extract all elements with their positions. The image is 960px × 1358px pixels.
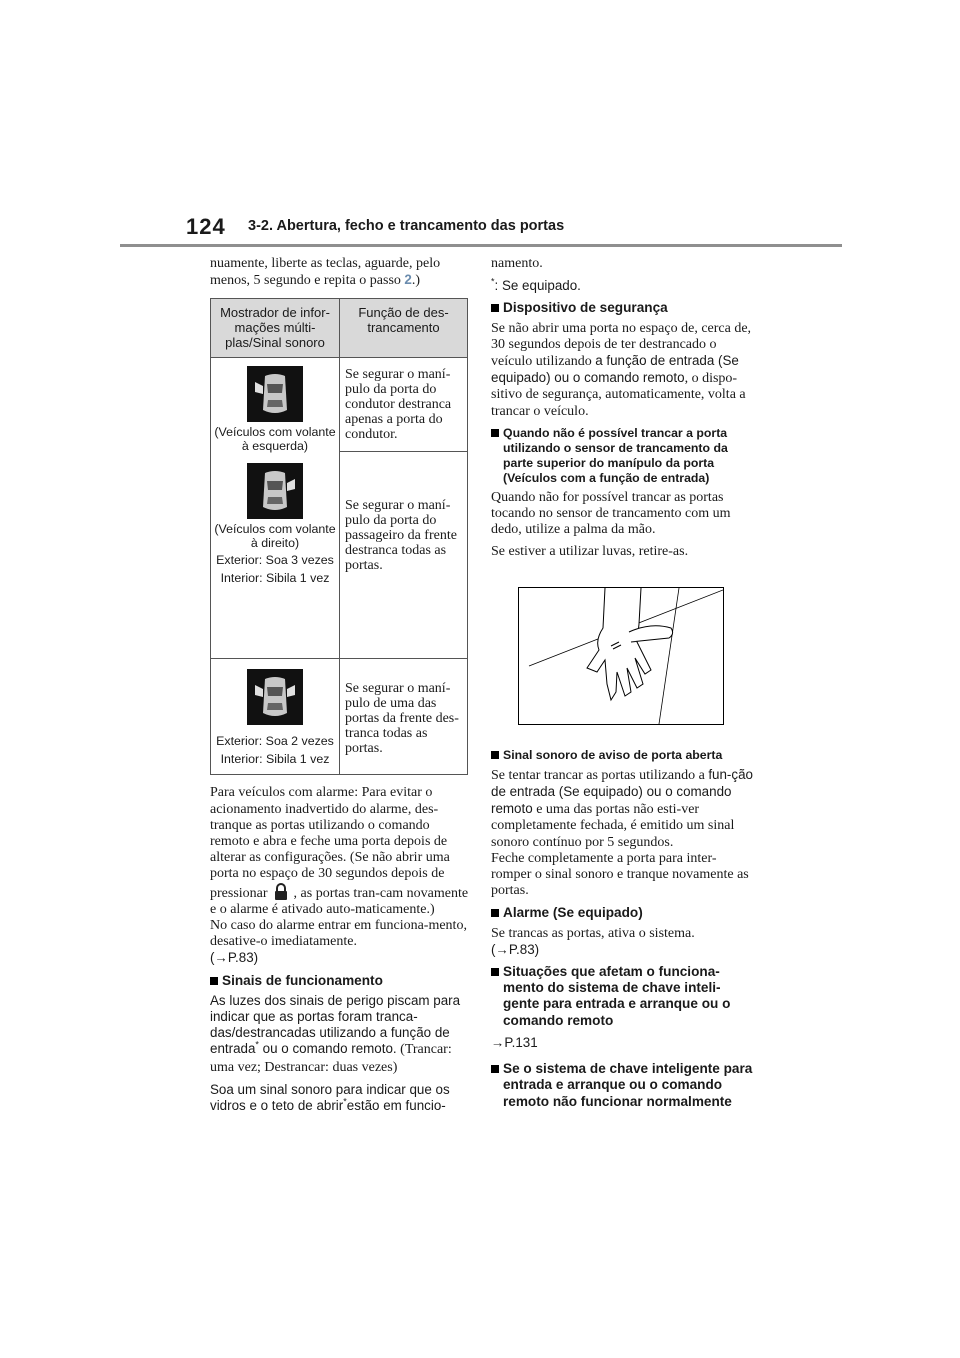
- table-cell-desc-1: Se segurar o maní-pulo da porta do condutor destranca apenas a porta do condutor.: [340, 358, 468, 452]
- table-cell-desc-3: Se segurar o maní-pulo de uma das portas da frente des-tranca todas as portas.: [340, 659, 468, 775]
- sound-paragraph: [210, 1082, 472, 1114]
- gloves-paragraph: Se estiver a utilizar luvas, retire-as.: [491, 544, 689, 560]
- table-header-display: Mostrador de infor-mações múlti-plas/Sinal sonoro: [211, 299, 340, 358]
- footnote-mark: *: [491, 276, 495, 287]
- door-warning-paragraph-2: Feche completamente a porta para inter-romper o sinal sonoro e tranque novamente as portas.: [491, 850, 749, 899]
- alarm-ref: (→P.83): [210, 950, 259, 966]
- alarm-paragraph: [210, 785, 472, 918]
- asterisk: *: [255, 1039, 259, 1050]
- footnote: [491, 278, 753, 294]
- signals-text-3: (Trancar: uma vez; Destrancar: duas vezes): [210, 1042, 452, 1075]
- intro-text: nuamente, liberte as teclas, aguarde, pelo menos, 5 segundo e repita o passo: [210, 256, 441, 289]
- signals-text-1: As luzes dos sinais de perigo piscam para indicar que as portas foram tranca-das/destrancadas utilizando a função de entrada: [210, 992, 461, 1057]
- car-doors-front-icon: [247, 669, 303, 725]
- footnote-text: : Se equipado.: [494, 278, 581, 294]
- security-text-sans: a função de entrada (Se equipado) ou o comando remoto: [491, 353, 739, 386]
- lock-sensor-heading-text: Quando não é possível trancar a porta utilizando o sensor de trancamento da parte superior do manípulo da porta (Veículos com a função de entrada): [503, 425, 728, 485]
- heading-bullet-icon: [491, 909, 499, 917]
- heading-bullet-icon: [491, 751, 499, 759]
- smart-key-malfunction-heading-text: Se o sistema de chave inteligente para entrada e arranque ou o comando remoto não funcionar normalmente: [503, 1061, 753, 1109]
- interior-sound-1: Interior: Sibila 1 vez: [220, 570, 330, 585]
- asterisk: *: [343, 1096, 347, 1107]
- exterior-sound-2: Exterior: Soa 2 vezes: [216, 734, 334, 749]
- door-warning-text-sans: fun-ção de entrada (Se equipado) ou o comando remoto: [491, 766, 753, 817]
- alarm-system-paragraph: Se trancas as portas, ativa o sistema.: [491, 925, 695, 941]
- door-warning-text-b: e uma das portas não esti-ver completamente fechada, é emitido um sinal sonoro contínuo por 5 segundos.: [491, 802, 735, 850]
- security-heading-text: Dispositivo de segurança: [503, 300, 668, 316]
- intro-paragraph: [210, 256, 472, 289]
- alarm-heading-text: Alarme (Se equipado): [503, 905, 643, 921]
- signals-heading-text: Sinais de funcionamento: [222, 972, 383, 988]
- section-title: 3-2. Abertura, fecho e trancamento das portas: [248, 218, 565, 234]
- alarm-paragraph-2: No caso do alarme entrar em funciona-mento, desative-o imediatamente.: [210, 918, 467, 950]
- sound-text-2: estão em funcio-: [346, 1098, 446, 1114]
- lock-sensor-paragraph: Quando não for possível trancar as portas tocando no sensor de trancamento com um dedo, utilize a palma da mão.: [491, 489, 731, 538]
- heading-bullet-icon: [210, 977, 218, 985]
- caption-left-hand: (Veículos com volante à esquerda): [214, 425, 336, 453]
- caption-right-hand: (Veículos com volante à direito): [214, 522, 336, 550]
- intro-end: .): [411, 273, 421, 289]
- table-cell-desc-2: Se segurar o maní-pulo da porta do passageiro da frente destranca todas as portas.: [340, 452, 468, 659]
- door-warning-text-a: Se tentar trancar as portas utilizando a: [491, 767, 709, 783]
- security-text-1: Se não abrir uma porta no espaço de, cerca de, 30 segundos depois de ter destrancado o veículo utilizando: [491, 320, 752, 370]
- function-table: [210, 298, 468, 775]
- table-cell-indicator-3: [211, 659, 340, 775]
- exterior-sound-1: Exterior: Soa 3 vezes: [216, 553, 334, 568]
- signals-heading: [210, 973, 472, 989]
- right-column: [491, 256, 753, 1114]
- sound-text-1: Soa um sinal sonoro para indicar que os vidros e o teto de abrir: [210, 1081, 450, 1114]
- heading-bullet-icon: [491, 1065, 499, 1073]
- door-warning-heading: [491, 748, 753, 763]
- door-warning-heading-text: Sinal sonoro de aviso de porta aberta: [503, 747, 723, 762]
- table-cell-indicator: [211, 358, 340, 659]
- heading-bullet-icon: [491, 968, 499, 976]
- security-heading: [491, 300, 753, 316]
- heading-bullet-icon: [491, 429, 499, 437]
- alarm-heading: [491, 905, 753, 921]
- alarm-text-a: Para veículos com alarme: Para evitar o acionamento inadvertido do alarme, des-tranque as portas utilizando o comando remoto e abra e feche uma porta depois de alterar as configurações. (Se não abrir uma porta no espaço de 30 segundos depois de pressionar: [210, 785, 450, 901]
- interior-sound-2: Interior: Sibila 1 vez: [220, 751, 330, 766]
- alarm-system-ref: (→P.83): [491, 941, 540, 957]
- door-handle-illustration: [518, 587, 724, 725]
- page-number: 124: [186, 214, 226, 239]
- left-column: [210, 256, 472, 1120]
- continued-text: namento.: [491, 256, 543, 271]
- alarm-text-b: , as portas tran-cam novamente e o alarme é ativado auto-maticamente.): [210, 885, 469, 917]
- smart-key-situations-heading: [491, 964, 753, 1029]
- smart-key-malfunction-heading: [491, 1061, 753, 1110]
- car-door-driver-icon: [247, 366, 303, 422]
- car-door-passenger-icon: [247, 463, 303, 519]
- step-ref: 2: [404, 272, 412, 288]
- smart-key-situations-heading-text: Situações que afetam o funciona-mento do sistema de chave inteli-gente para entrada e arranque ou o comando remoto: [503, 964, 731, 1028]
- security-text-end: , o dispo-sitivo de segurança, automaticamente, volta a trancar o veículo.: [491, 371, 746, 419]
- door-warning-paragraph: [491, 767, 753, 851]
- header-rule: [120, 244, 842, 247]
- security-paragraph: [491, 321, 753, 420]
- table-header-function: Função de des-trancamento: [340, 299, 468, 358]
- lock-sensor-heading: [491, 426, 753, 486]
- lock-icon: [274, 883, 288, 901]
- signals-text-2: ou o comando remoto.: [258, 1041, 397, 1057]
- heading-bullet-icon: [491, 304, 499, 312]
- smart-key-situations-ref: →P.131: [491, 1034, 538, 1050]
- signals-paragraph: [210, 993, 472, 1076]
